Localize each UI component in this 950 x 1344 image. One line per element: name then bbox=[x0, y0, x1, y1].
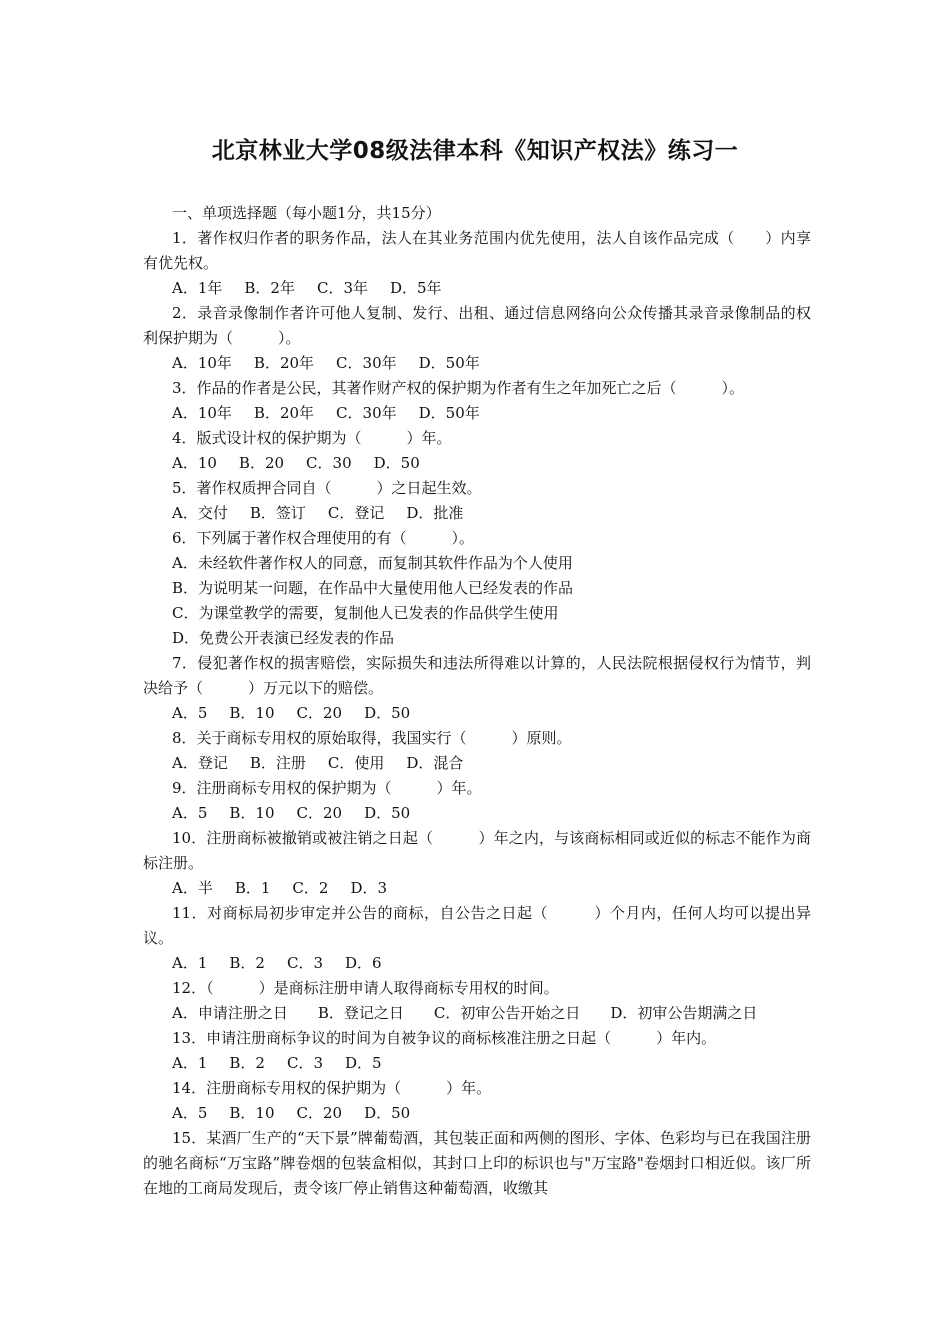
option: C．30 bbox=[306, 454, 352, 472]
question-options bbox=[143, 801, 811, 826]
option: A．1年 bbox=[172, 279, 223, 297]
question-stem: 3．作品的作者是公民，其著作财产权的保护期为作者有生之年加死亡之后（ ）。 bbox=[172, 379, 745, 397]
option: D．6 bbox=[345, 954, 382, 972]
option: A．10 bbox=[172, 454, 217, 472]
option: A．1 bbox=[172, 954, 208, 972]
option: C．为课堂教学的需要，复制他人已发表的作品供学生使用 bbox=[172, 604, 559, 622]
question-stem: 4．版式设计权的保护期为（ ）年。 bbox=[172, 429, 452, 447]
question-stem: 2．录音录像制作者许可他人复制、发行、出租、通过信息网络向公众传播其录音录像制品的权利保护期为（ ）。 bbox=[143, 304, 811, 347]
option: C．30年 bbox=[336, 404, 397, 422]
option: C．30年 bbox=[336, 354, 397, 372]
option: A．5 bbox=[172, 704, 208, 722]
question-options bbox=[143, 451, 811, 476]
option: A．半 bbox=[172, 879, 213, 897]
question-stem: 6．下列属于著作权合理使用的有（ ）。 bbox=[172, 529, 475, 547]
question-stem: 5．著作权质押合同自（ ）之日起生效。 bbox=[172, 479, 482, 497]
option: B．20年 bbox=[253, 354, 315, 372]
option: B．签订 bbox=[249, 504, 306, 522]
question-stem: 11．对商标局初步审定并公告的商标，自公告之日起（ ）个月内，任何人均可以提出异议。 bbox=[143, 904, 811, 947]
question-options: A．申请注册之日 B．登记之日 C．初审公告开始之日 D．初审公告期满之日 bbox=[172, 1004, 758, 1022]
option: C．20 bbox=[296, 804, 343, 822]
question-options bbox=[143, 401, 811, 426]
option: A．5 bbox=[172, 804, 208, 822]
question-stem: 1．著作权归作者的职务作品，法人在其业务范围内优先使用，法人自该作品完成（ ）内享有优先权。 bbox=[143, 229, 811, 272]
question-options bbox=[143, 951, 811, 976]
option: A．1 bbox=[172, 1054, 208, 1072]
option: C．使用 bbox=[327, 754, 385, 772]
option: A．未经软件著作权人的同意，而复制其软件作品为个人使用 bbox=[172, 554, 573, 572]
question-stem: 8．关于商标专用权的原始取得，我国实行（ ）原则。 bbox=[172, 729, 572, 747]
option: B．10 bbox=[229, 704, 275, 722]
question-options bbox=[143, 1101, 811, 1126]
option: D．3 bbox=[350, 879, 388, 897]
question-stem: 9．注册商标专用权的保护期为（ ）年。 bbox=[172, 779, 482, 797]
option: B．为说明某一问题，在作品中大量使用他人已经发表的作品 bbox=[172, 579, 574, 597]
option: C．20 bbox=[296, 1104, 343, 1122]
question-stem: 12．（ ）是商标注册申请人取得商标专用权的时间。 bbox=[172, 979, 559, 997]
option: D．5年 bbox=[390, 279, 442, 297]
option: B．10 bbox=[229, 1104, 275, 1122]
option: D．50 bbox=[364, 1104, 411, 1122]
question-stem: 13．申请注册商标争议的时间为自被争议的商标核准注册之日起（ ）年内。 bbox=[172, 1029, 717, 1047]
option: D．50年 bbox=[418, 354, 480, 372]
option: B．2 bbox=[229, 1054, 265, 1072]
option: C．20 bbox=[296, 704, 343, 722]
option: B．注册 bbox=[249, 754, 306, 772]
option: D．50 bbox=[364, 704, 411, 722]
question-options bbox=[143, 751, 811, 776]
option: A．5 bbox=[172, 1104, 208, 1122]
option: D．50 bbox=[364, 804, 411, 822]
question-options bbox=[143, 1051, 811, 1076]
question-stem: 14．注册商标专用权的保护期为（ ）年。 bbox=[172, 1079, 492, 1097]
option: A．登记 bbox=[172, 754, 228, 772]
question-stem: 10．注册商标被撤销或被注销之日起（ ）年之内，与该商标相同或近似的标志不能作为商标注册。 bbox=[143, 829, 811, 872]
option: C．2 bbox=[292, 879, 329, 897]
section-heading: 一、单项选择题（每小题1分，共15分） bbox=[172, 204, 441, 222]
question-options bbox=[143, 276, 811, 301]
option: D．50 bbox=[373, 454, 420, 472]
option: B．10 bbox=[229, 804, 275, 822]
option: B．20 bbox=[238, 454, 285, 472]
option: B．2年 bbox=[244, 279, 295, 297]
question-options bbox=[143, 351, 811, 376]
question-stem: 15．某酒厂生产的“天下景”牌葡萄酒，其包装正面和两侧的图形、字体、色彩均与已在我国注册的驰名商标“万宝路”牌卷烟的包装盒相似，其封口上印的标识也与"万宝路"卷烟封口相近似。该厂所在地的工商局发现后，责令该厂停止销售这种葡萄酒，收缴其 bbox=[143, 1129, 811, 1197]
option: A．10年 bbox=[172, 404, 232, 422]
option: A．10年 bbox=[172, 354, 232, 372]
option: B．2 bbox=[229, 954, 265, 972]
question-options bbox=[143, 701, 811, 726]
option: B．20年 bbox=[253, 404, 315, 422]
question-options bbox=[143, 876, 811, 901]
page-title: 北京林业大学08级法律本科《知识产权法》练习一 bbox=[211, 138, 739, 164]
option: D．批准 bbox=[406, 504, 464, 522]
option: C．登记 bbox=[327, 504, 385, 522]
option: D．混合 bbox=[406, 754, 464, 772]
option: D．免费公开表演已经发表的作品 bbox=[172, 629, 395, 647]
option: D．5 bbox=[345, 1054, 382, 1072]
option: D．50年 bbox=[418, 404, 480, 422]
option: C．3 bbox=[286, 954, 323, 972]
option: C．3年 bbox=[316, 279, 368, 297]
option: C．3 bbox=[286, 1054, 323, 1072]
question-stem: 7．侵犯著作权的损害赔偿，实际损失和违法所得难以计算的，人民法院根据侵权行为情节，判决给予（ ）万元以下的赔偿。 bbox=[143, 654, 811, 697]
document-body bbox=[143, 201, 811, 1201]
option: A．交付 bbox=[172, 504, 228, 522]
option: B．1 bbox=[234, 879, 271, 897]
question-options bbox=[143, 501, 811, 526]
